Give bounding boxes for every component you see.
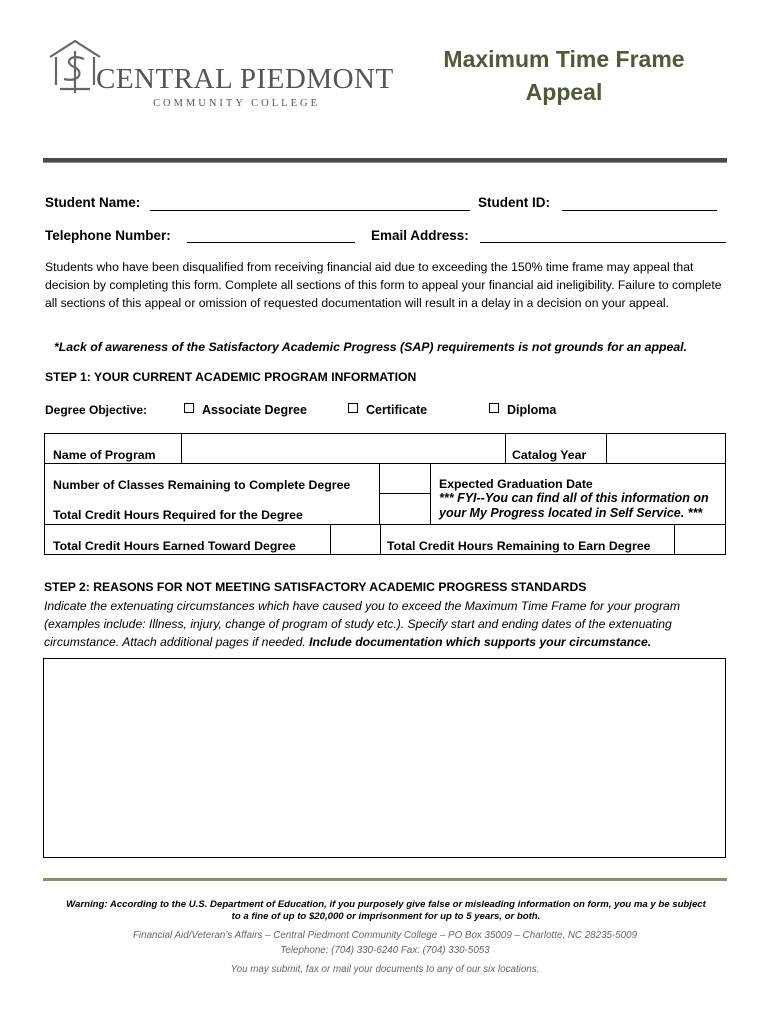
intro-paragraph: Students who have been disqualified from receiving financial aid due to exceeding the 150% time frame may appeal that decision by completing this form. Complete all sections of this form to appeal your financial aid ineligibility. Failure to complete all sections of this appeal or omission of requested documentation will result in a delay in a decision on your appeal.: [45, 260, 722, 310]
warning-line-2: to a fine of up to $20,000 or imprisonment for up to 5 years, or both.: [231, 911, 541, 922]
catalog-year-label: Catalog Year: [505, 433, 607, 464]
student-id-label: Student ID:: [478, 195, 550, 210]
credit-earned-label: Total Credit Hours Earned Toward Degree: [44, 524, 331, 555]
reasons-textarea[interactable]: [43, 658, 726, 858]
credit-required-label: Total Credit Hours Required for the Degree: [44, 494, 380, 525]
checkbox-icon[interactable]: [348, 403, 358, 413]
credit-required-field[interactable]: [379, 493, 431, 525]
checkbox-icon[interactable]: [184, 403, 194, 413]
option-diploma-label: Diploma: [507, 403, 557, 417]
option-diploma[interactable]: [489, 403, 556, 417]
classes-remaining-field[interactable]: [379, 463, 431, 494]
warning-text: [44, 899, 728, 923]
step2-desc-emphasis: Include documentation which supports your circumstance.: [309, 635, 652, 649]
classes-remaining-label: Number of Classes Remaining to Complete Degree: [44, 463, 380, 494]
warning-line-1: Warning: According to the U.S. Department of Education, if you purposely give false or misleading information on form, you ma y be subject: [66, 899, 706, 910]
telephone-field[interactable]: [187, 242, 355, 243]
credit-remaining-label: Total Credit Hours Remaining to Earn Degree: [380, 524, 675, 555]
catalog-year-field[interactable]: [606, 433, 726, 464]
degree-objective-label: Degree Objective:: [45, 403, 148, 417]
fyi-line-1: *** FYI--You can find all of this information on: [439, 491, 709, 505]
email-label: Email Address:: [371, 228, 469, 243]
student-name-field[interactable]: [150, 210, 470, 211]
expected-graduation-cell[interactable]: [430, 463, 726, 525]
student-name-label: Student Name:: [45, 195, 141, 210]
step1-heading: STEP 1: YOUR CURRENT ACADEMIC PROGRAM INFORMATION: [45, 370, 417, 384]
college-logo-subtitle: COMMUNITY COLLEGE: [153, 98, 320, 109]
step2-description: [44, 597, 734, 651]
expected-graduation-label: Expected Graduation Date: [439, 477, 593, 491]
title-line-2: Appeal: [525, 79, 603, 105]
credit-remaining-field[interactable]: [674, 524, 726, 555]
college-logo-name: CENTRAL PIEDMONT: [96, 63, 394, 95]
name-of-program-label: Name of Program: [44, 433, 182, 464]
header-divider: [43, 158, 727, 163]
step2-heading: STEP 2: REASONS FOR NOT MEETING SATISFACTORY ACADEMIC PROGRESS STANDARDS: [44, 580, 587, 594]
option-associate-degree[interactable]: [184, 403, 307, 417]
option-associate-label: Associate Degree: [202, 403, 307, 417]
option-certificate[interactable]: [348, 403, 427, 417]
credit-earned-field[interactable]: [330, 524, 381, 555]
telephone-label: Telephone Number:: [45, 228, 171, 243]
title-line-1: Maximum Time Frame: [443, 46, 685, 72]
student-id-field[interactable]: [562, 210, 717, 211]
step2-desc-text: Indicate the extenuating circumstances which have caused you to exceed the Maximum Time Frame for your program (examples include: Illness, injury, change of program of study etc.). Specify start and ending dates of the extenuating circumstance. Attach additional pages if needed.: [44, 599, 680, 649]
submission-note: You may submit, fax or mail your documents to any of our six locations.: [230, 964, 540, 975]
footer-divider: [43, 878, 727, 881]
sap-note: *Lack of awareness of the Satisfactory Academic Progress (SAP) requirements is not grounds for an appeal.: [54, 340, 688, 354]
option-certificate-label: Certificate: [366, 403, 428, 417]
checkbox-icon[interactable]: [489, 403, 499, 413]
page-title: [420, 43, 708, 109]
office-phones: Telephone: (704) 330-6240 Fax: (704) 330-5053: [280, 945, 490, 956]
email-field[interactable]: [480, 242, 726, 243]
name-of-program-field[interactable]: [181, 433, 506, 464]
fyi-line-2: your My Progress located in Self Service. ***: [439, 506, 703, 520]
office-address: Financial Aid/Veteran’s Affairs – Central Piedmont Community College – PO Box 35009 – Charlotte, NC 28235-5009: [132, 930, 638, 941]
